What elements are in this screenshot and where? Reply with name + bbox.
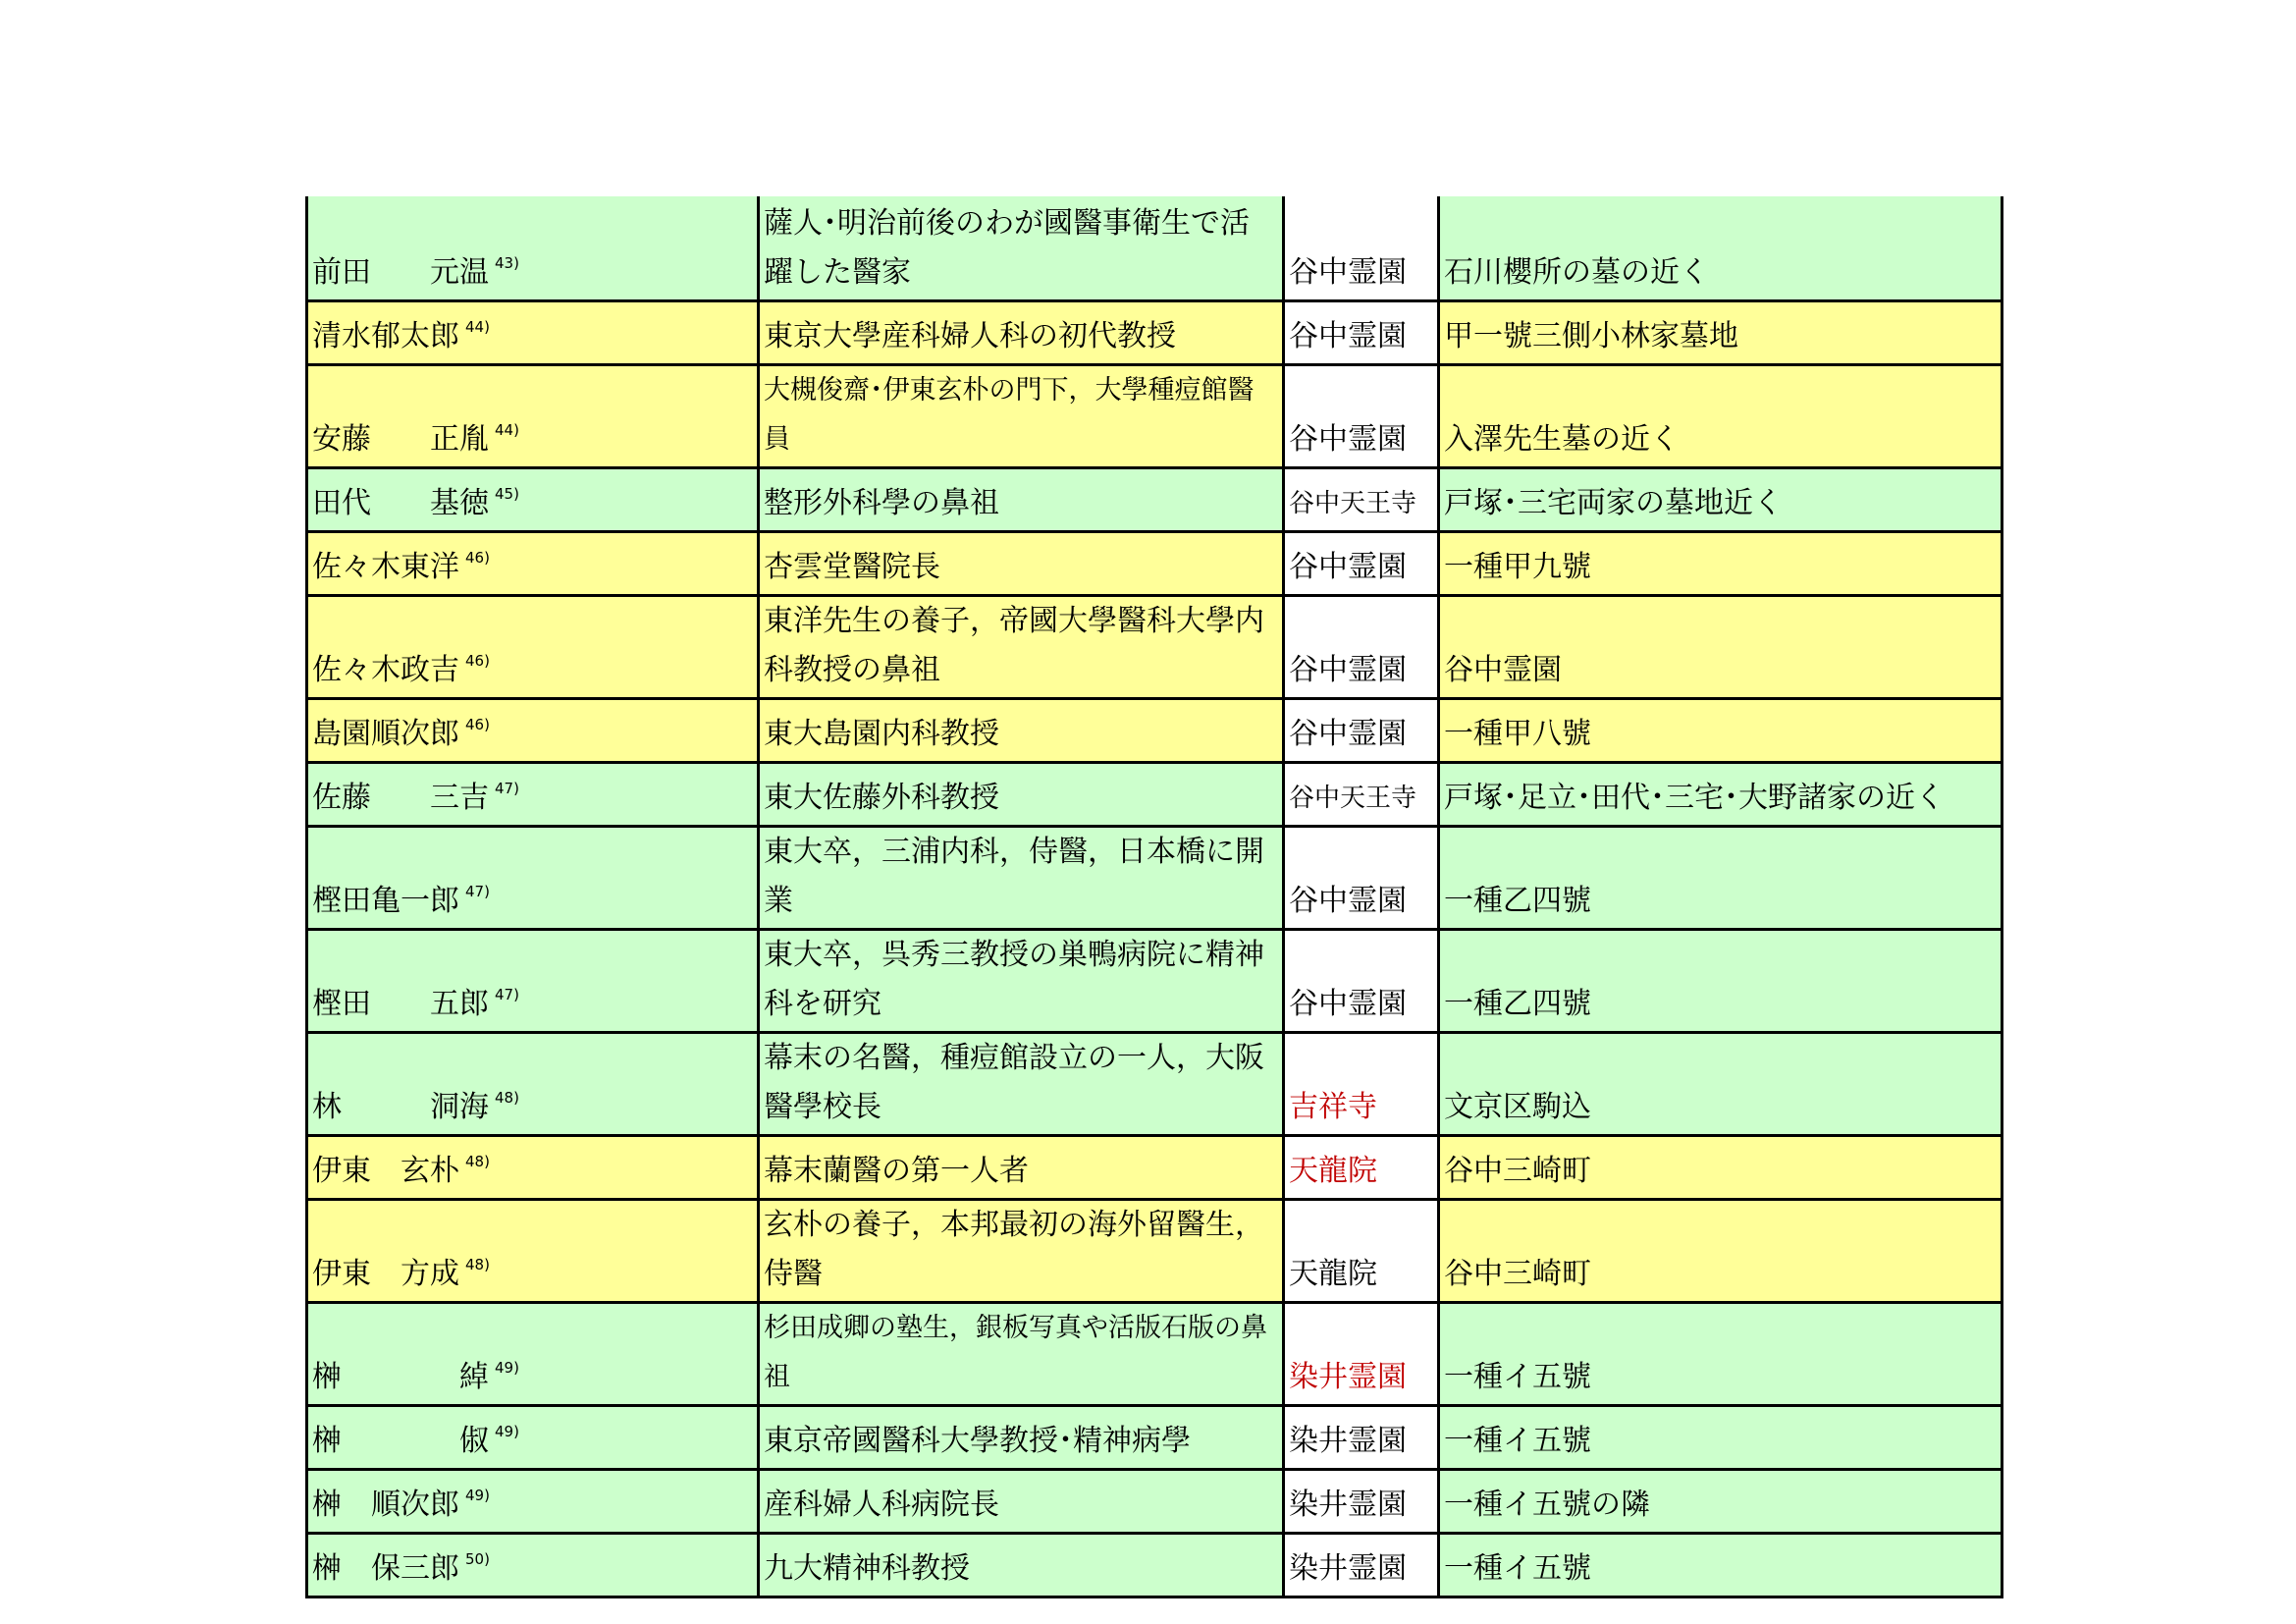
reference-number: 45) xyxy=(495,484,519,503)
description-cell: 東大島園内科教授 xyxy=(759,698,1284,762)
cemetery-cell: 谷中天王寺 xyxy=(1284,762,1439,826)
cemetery-cell: 染井霊園 xyxy=(1284,1469,1439,1533)
table-row xyxy=(307,1533,2002,1597)
cemetery-cell: 天龍院 xyxy=(1284,1135,1439,1199)
name-cell xyxy=(307,595,759,698)
name-cell xyxy=(307,929,759,1032)
table-row xyxy=(307,929,2002,1032)
grave-site-cell: 入澤先生墓の近く xyxy=(1439,364,2002,467)
cemetery-cell: 天龍院 xyxy=(1284,1199,1439,1302)
table-row xyxy=(307,1199,2002,1302)
reference-number: 48) xyxy=(465,1255,490,1273)
grave-site-cell: 戸塚･三宅両家の墓地近く xyxy=(1439,467,2002,531)
reference-number: 47) xyxy=(495,985,519,1003)
person-name: 安藤 正胤 xyxy=(312,421,489,457)
grave-site-cell: 一種イ五號 xyxy=(1439,1533,2002,1597)
reference-number: 48) xyxy=(495,1088,519,1107)
grave-site-cell: 石川櫻所の墓の近く xyxy=(1439,196,2002,300)
name-cell xyxy=(307,1199,759,1302)
cemetery-cell: 谷中霊園 xyxy=(1284,698,1439,762)
table-row xyxy=(307,1032,2002,1135)
person-name: 佐藤 三吉 xyxy=(312,780,489,815)
grave-site-cell: 一種甲八號 xyxy=(1439,698,2002,762)
reference-number: 46) xyxy=(465,651,490,670)
reference-number: 47) xyxy=(495,779,519,797)
reference-number: 46) xyxy=(465,715,490,733)
reference-number: 44) xyxy=(465,317,490,336)
description-cell: 東大卒，呉秀三教授の巣鴨病院に精神科を研究 xyxy=(759,929,1284,1032)
person-name: 前田 元温 xyxy=(312,254,489,290)
grave-site-cell: 一種乙四號 xyxy=(1439,929,2002,1032)
table-row xyxy=(307,698,2002,762)
description-cell: 薩人･明治前後のわが國醫事衛生で活躍した醫家 xyxy=(759,196,1284,300)
table-row xyxy=(307,1302,2002,1405)
name-cell xyxy=(307,1405,759,1469)
description-cell: 大槻俊齋･伊東玄朴の門下，大學種痘館醫員 xyxy=(759,364,1284,467)
name-cell xyxy=(307,1533,759,1597)
description-cell: 東洋先生の養子，帝國大學醫科大學内科教授の鼻祖 xyxy=(759,595,1284,698)
description-cell: 整形外科學の鼻祖 xyxy=(759,467,1284,531)
name-cell xyxy=(307,300,759,364)
table-row xyxy=(307,467,2002,531)
reference-number: 44) xyxy=(495,420,519,439)
person-name: 榊 綽 xyxy=(312,1359,489,1394)
description-cell: 東京帝國醫科大學教授･精神病學 xyxy=(759,1405,1284,1469)
name-cell xyxy=(307,1135,759,1199)
grave-site-cell: 甲一號三側小林家墓地 xyxy=(1439,300,2002,364)
person-name: 樫田亀一郎 xyxy=(312,883,459,918)
reference-number: 46) xyxy=(465,548,490,567)
table-row xyxy=(307,364,2002,467)
cemetery-cell: 谷中霊園 xyxy=(1284,300,1439,364)
reference-number: 50) xyxy=(465,1549,490,1568)
table-row xyxy=(307,1405,2002,1469)
person-name: 榊 保三郎 xyxy=(312,1550,459,1586)
name-cell xyxy=(307,826,759,929)
reference-number: 49) xyxy=(495,1358,519,1377)
person-name: 島園順次郎 xyxy=(312,716,459,751)
table-row xyxy=(307,1469,2002,1533)
cemetery-cell: 谷中霊園 xyxy=(1284,595,1439,698)
table-row xyxy=(307,196,2002,300)
reference-number: 49) xyxy=(495,1422,519,1440)
grave-site-cell: 一種甲九號 xyxy=(1439,531,2002,595)
description-cell: 幕末の名醫，種痘館設立の一人，大阪醫學校長 xyxy=(759,1032,1284,1135)
person-name: 清水郁太郎 xyxy=(312,318,459,353)
person-name: 榊 俶 xyxy=(312,1423,489,1458)
person-name: 伊東 玄朴 xyxy=(312,1153,459,1188)
burial-sites-table xyxy=(305,196,2003,1598)
cemetery-cell: 谷中天王寺 xyxy=(1284,467,1439,531)
table-row xyxy=(307,762,2002,826)
description-cell: 東大佐藤外科教授 xyxy=(759,762,1284,826)
cemetery-cell: 吉祥寺 xyxy=(1284,1032,1439,1135)
description-cell: 産科婦人科病院長 xyxy=(759,1469,1284,1533)
table-row xyxy=(307,826,2002,929)
cemetery-cell: 谷中霊園 xyxy=(1284,196,1439,300)
person-name: 田代 基徳 xyxy=(312,485,489,520)
table-row xyxy=(307,1135,2002,1199)
grave-site-cell: 一種乙四號 xyxy=(1439,826,2002,929)
description-cell: 東大卒，三浦内科，侍醫，日本橋に開業 xyxy=(759,826,1284,929)
grave-site-cell: 谷中三崎町 xyxy=(1439,1135,2002,1199)
name-cell xyxy=(307,1302,759,1405)
person-name: 樫田 五郎 xyxy=(312,986,489,1021)
reference-number: 43) xyxy=(495,253,519,272)
cemetery-cell: 染井霊園 xyxy=(1284,1533,1439,1597)
cemetery-cell: 染井霊園 xyxy=(1284,1302,1439,1405)
table-row xyxy=(307,300,2002,364)
name-cell xyxy=(307,762,759,826)
person-name: 佐々木政吉 xyxy=(312,652,459,687)
reference-number: 49) xyxy=(465,1486,490,1504)
name-cell xyxy=(307,531,759,595)
name-cell xyxy=(307,1032,759,1135)
description-cell: 幕末蘭醫の第一人者 xyxy=(759,1135,1284,1199)
reference-number: 48) xyxy=(465,1152,490,1170)
cemetery-cell: 谷中霊園 xyxy=(1284,531,1439,595)
grave-site-cell: 一種イ五號の隣 xyxy=(1439,1469,2002,1533)
reference-number: 47) xyxy=(465,882,490,900)
name-cell xyxy=(307,467,759,531)
name-cell xyxy=(307,196,759,300)
description-cell: 杉田成卿の塾生，銀板写真や活版石版の鼻祖 xyxy=(759,1302,1284,1405)
cemetery-cell: 谷中霊園 xyxy=(1284,364,1439,467)
description-cell: 玄朴の養子，本邦最初の海外留醫生，侍醫 xyxy=(759,1199,1284,1302)
person-name: 伊東 方成 xyxy=(312,1256,459,1291)
person-name: 林 洞海 xyxy=(312,1089,489,1124)
grave-site-cell: 一種イ五號 xyxy=(1439,1405,2002,1469)
person-name: 榊 順次郎 xyxy=(312,1487,459,1522)
description-cell: 杏雲堂醫院長 xyxy=(759,531,1284,595)
name-cell xyxy=(307,1469,759,1533)
name-cell xyxy=(307,364,759,467)
person-name: 佐々木東洋 xyxy=(312,549,459,584)
cemetery-cell: 谷中霊園 xyxy=(1284,929,1439,1032)
name-cell xyxy=(307,698,759,762)
grave-site-cell: 谷中三崎町 xyxy=(1439,1199,2002,1302)
cemetery-cell: 谷中霊園 xyxy=(1284,826,1439,929)
grave-site-cell: 文京区駒込 xyxy=(1439,1032,2002,1135)
grave-site-cell: 谷中霊園 xyxy=(1439,595,2002,698)
table-row xyxy=(307,595,2002,698)
description-cell: 九大精神科教授 xyxy=(759,1533,1284,1597)
grave-site-cell: 一種イ五號 xyxy=(1439,1302,2002,1405)
cemetery-cell: 染井霊園 xyxy=(1284,1405,1439,1469)
table-row xyxy=(307,531,2002,595)
grave-site-cell: 戸塚･足立･田代･三宅･大野諸家の近く xyxy=(1439,762,2002,826)
description-cell: 東京大學産科婦人科の初代教授 xyxy=(759,300,1284,364)
